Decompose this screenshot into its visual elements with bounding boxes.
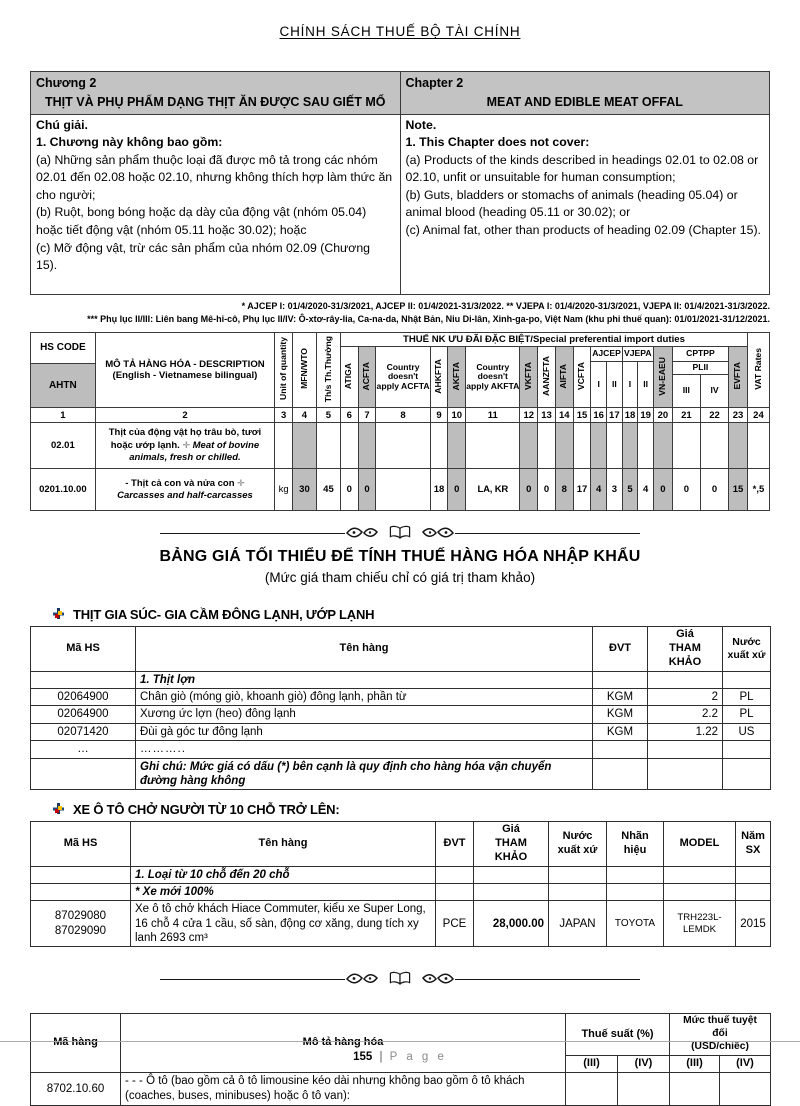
header-name: Tên hàng — [131, 822, 436, 866]
book-ornament-icon — [345, 971, 455, 987]
book-ornament-icon — [345, 525, 455, 541]
header-country: Nước xuất xứ — [723, 627, 771, 671]
price-list-title: BẢNG GIÁ TỐI THIỂU ĐỂ TÍNH THUẾ HÀNG HÓA NHẬP KHẨU — [159, 548, 641, 566]
page-number: 155 — [353, 1051, 373, 1063]
tariff-row-0201 — [31, 423, 770, 469]
col-ths: Th/s Th.Thường — [316, 333, 340, 408]
header-sub-iii: (III) — [566, 1055, 618, 1072]
col-vkfta: VKFTA — [520, 347, 538, 408]
group-row: 1. Thịt lợn — [31, 671, 771, 688]
chapter-note-vi — [31, 114, 401, 295]
note-item-b-en: (b) Guts, bladders or stomachs of animals (heading 05.04) or animal blood (heading 05.11 or 30.02); or — [405, 187, 738, 220]
chapter-note-en — [400, 114, 770, 295]
col-atiga: ATIGA — [340, 347, 358, 408]
header-brand: Nhãn hiệu — [607, 822, 664, 866]
document-header-title: CHÍNH SÁCH THUẾ BỘ TÀI CHÍNH — [279, 24, 521, 39]
header-year: Năm SX — [736, 822, 771, 866]
chapter-table — [30, 71, 770, 295]
col-vjepa-ii: II — [638, 361, 654, 408]
bullet-icon — [52, 803, 65, 816]
col-ajcep: AJCEP — [591, 347, 622, 362]
chapter-header-en — [400, 72, 770, 115]
hs-codes: 87029080 87029090 — [31, 901, 131, 947]
header-desc: Mô tả hàng hóa — [121, 1014, 566, 1072]
header-price: Giá THAM KHẢO — [648, 627, 723, 671]
note-item-c-vi: (c) Mỡ động vật, trừ các sản phẩm của nhóm 02.09 (Chương 15). — [36, 240, 371, 273]
header-rate: Thuế suất (%) — [566, 1014, 670, 1056]
col-cptpp-iv: IV — [700, 375, 728, 408]
col-unit: Unit of quantity — [275, 333, 293, 408]
note-item-b-vi: (b) Ruột, bong bóng hoặc dạ dày của động vật (nhóm 05.04) hoặc tiết động vật (nhóm 05.11 hoặc 30.02); hoặc — [36, 205, 367, 237]
chapter-title-vi: THỊT VÀ PHỤ PHẨM DẠNG THỊT ĂN ĐƯỢC SAU GIẾT MỔ — [45, 94, 386, 109]
footnote-annex: *** Phụ lục II/III: Liên bang Mê-hi-cô, Phụ lục II/IV: Ô-xtơ-rây-lia, Ca-na-da, Nhật Bản, Niu Di-lân, Xinh-ga-po, Việt Nam (khu phi thuế quan): 01/01/2021-31/12/2021. — [87, 314, 770, 325]
note-intro-vi: 1. Chương này không bao gồm: — [36, 135, 223, 150]
group-row: 1. Loại từ 10 chỗ đến 20 chỗ — [31, 866, 771, 883]
page-footer — [0, 1041, 800, 1063]
header-country: Nước xuất xứ — [549, 822, 607, 866]
footer-separator: | — [379, 1051, 383, 1063]
col-cptpp-iii: III — [672, 375, 700, 408]
col-ahkfta: AHKFTA — [430, 347, 448, 408]
hs-code-cell: 02.01 — [31, 423, 96, 469]
col-evfta: EVFTA — [729, 347, 748, 408]
bullet-icon — [52, 608, 65, 621]
footnotes — [30, 300, 770, 326]
col-aifta: AIFTA — [555, 347, 573, 408]
hs-code-label: HS CODE — [40, 342, 86, 354]
note-item-a-en: (a) Products of the kinds described in headings 02.01 to 02.08 or 02.10, unfit or unsuitable for human consumption; — [405, 152, 759, 185]
footer-page-label: P a g e — [389, 1051, 447, 1063]
ahtn-label: AHTN — [31, 363, 95, 407]
description-cell: - Thịt cả con và nửa con ✛ Carcasses and half-carcasses — [95, 469, 275, 511]
duty-row: 8702.10.60 - - - Ô tô (bao gồm cả ô tô limousine kéo dài nhưng không bao gồm ô tô khách (coaches, buses, minibuses) hoặc ô tô van): — [31, 1072, 771, 1105]
header-absolute: Mức thuế tuyệt đối (USD/chiếc) — [670, 1014, 771, 1056]
chapter-label-vi: Chương 2 — [36, 76, 97, 90]
col-plii: PLII — [672, 361, 728, 375]
note-item-c-en: (c) Animal fat, other than products of heading 02.09 (Chapter 15). — [405, 222, 761, 237]
car-price-table — [30, 821, 771, 947]
cross-marker-icon: ✛ — [237, 477, 245, 488]
note-heading-vi: Chú giải. — [36, 117, 88, 132]
header-name: Tên hàng — [136, 627, 593, 671]
cross-marker-icon: ✛ — [182, 439, 190, 450]
col-vneaeu: VN-EAEU — [653, 347, 672, 408]
header-sub-iv: (IV) — [720, 1055, 771, 1072]
col-vjepa-i: I — [622, 361, 638, 408]
ornament-divider — [160, 971, 640, 987]
footnote-ajcep-vjepa: * AJCEP I: 01/4/2020-31/3/2021, AJCEP II: 01/4/2021-31/3/2022. ** VJEPA I: 01/4/2020-31/3/2021, VJEPA II: 01/4/2021-31/3/2022. — [241, 301, 770, 312]
header-hs: Mã HS — [31, 822, 131, 866]
col-acfta: ACFTA — [358, 347, 376, 408]
col-vcfta: VCFTA — [573, 347, 591, 408]
col-mfn: MFN/WTO — [292, 333, 316, 408]
header-unit: ĐVT — [436, 822, 474, 866]
ornament-divider — [160, 525, 640, 541]
description-sublabel: (English - Vietnamese bilingual) — [112, 370, 258, 382]
page-content — [30, 24, 770, 1106]
section-heading-meat: THỊT GIA SÚC- GIA CẦM ĐÔNG LẠNH, ƯỚP LẠNH — [52, 607, 770, 622]
col-vjepa: VJEPA — [622, 347, 653, 362]
header-price: Giá THAM KHẢO — [474, 822, 549, 866]
header-sub-iii: (III) — [670, 1055, 720, 1072]
hs-code-header-cell — [31, 333, 96, 408]
note-row: Ghi chú: Mức giá có dấu (*) bên cạnh là quy định cho hàng hóa vận chuyển đường hàng không — [31, 758, 771, 790]
description-label: MÔ TẢ HÀNG HÓA - DESCRIPTION — [105, 359, 265, 371]
tariff-row-02011000: 0201.10.00 - Thịt cả con và nửa con ✛ Carcasses and half-carcasses kg 30 45 0 0 18 0 LA, KR 0 0 8 17 4 3 5 4 0 0 0 15 *,5 — [31, 469, 770, 511]
group-row: * Xe mới 100% — [31, 883, 771, 900]
price-list-subtitle: (Mức giá tham chiếu chỉ có giá trị tham khảo) — [264, 570, 536, 586]
header-model: MODEL — [664, 822, 736, 866]
tariff-table — [30, 332, 770, 511]
header-hs: Mã HS — [31, 627, 136, 671]
price-row: 02071420 Đùi gà góc tư đông lạnh KGM 1.22 US — [31, 723, 771, 740]
ellipsis-row: … ……….. — [31, 741, 771, 758]
section-heading-car: XE Ô TÔ CHỞ NGƯỜI TỪ 10 CHỖ TRỞ LÊN: — [52, 802, 770, 817]
header-code: Mã hàng — [31, 1014, 121, 1072]
preferential-band-title: THUẾ NK ƯU ĐÃI ĐẶC BIỆT/Special preferential import duties — [340, 333, 747, 347]
description-header-cell — [95, 333, 275, 408]
col-vat: VAT Rates — [747, 333, 769, 408]
col-aanzfta: AANZFTA — [538, 347, 556, 408]
col-no-acfta: Country doesn't apply ACFTA — [376, 347, 430, 408]
chapter-header-vi — [31, 72, 401, 115]
chapter-title-en: MEAT AND EDIBLE MEAT OFFAL — [486, 94, 683, 109]
col-cptpp: CPTPP — [672, 347, 728, 362]
description-cell: Thịt của động vật họ trâu bò, tươi hoặc ướp lạnh. ✛ Meat of bovine animals, fresh or chilled. — [95, 423, 275, 469]
header-sub-iv: (IV) — [618, 1055, 670, 1072]
col-akfta: AKFTA — [448, 347, 466, 408]
col-ajcep-ii: II — [607, 361, 623, 408]
header-unit: ĐVT — [593, 627, 648, 671]
note-item-a-vi: (a) Những sản phẩm thuộc loại đã được mô tả trong các nhóm 02.01 đến 02.08 hoặc 02.10, nhưng không thích hợp làm thức ăn cho người; — [36, 152, 393, 202]
note-heading-en: Note. — [405, 117, 437, 132]
col-ajcep-i: I — [591, 361, 607, 408]
price-row: 02064900 Chân giò (móng giò, khoanh giò) đông lạnh, phần từ KGM 2 PL — [31, 689, 771, 706]
column-number-row: 1 2 3 4 5 6 7 8 9 10 11 12 13 14 15 16 17 18 19 20 21 22 23 24 — [31, 408, 770, 423]
note-intro-en: 1. This Chapter does not cover: — [405, 135, 590, 150]
hs-code-cell: 0201.10.00 — [31, 469, 96, 511]
chapter-label-en: Chapter 2 — [405, 76, 464, 90]
price-row: 02064900 Xương ức lợn (heo) đông lạnh KGM 2.2 PL — [31, 706, 771, 723]
car-row: 87029080 87029090 Xe ô tô chở khách Hiace Commuter, kiểu xe Super Long, 16 chỗ 4 cửa 1 cầu, số sàn, động cơ xăng, dung tích xy lanh 2693 cm³ PCE 28,000.00 JAPAN TOYOTA TRH223L-LEMDK 2015 — [31, 901, 771, 947]
meat-price-table — [30, 626, 771, 790]
col-no-akfta: Country doesn't apply AKFTA — [466, 347, 520, 408]
